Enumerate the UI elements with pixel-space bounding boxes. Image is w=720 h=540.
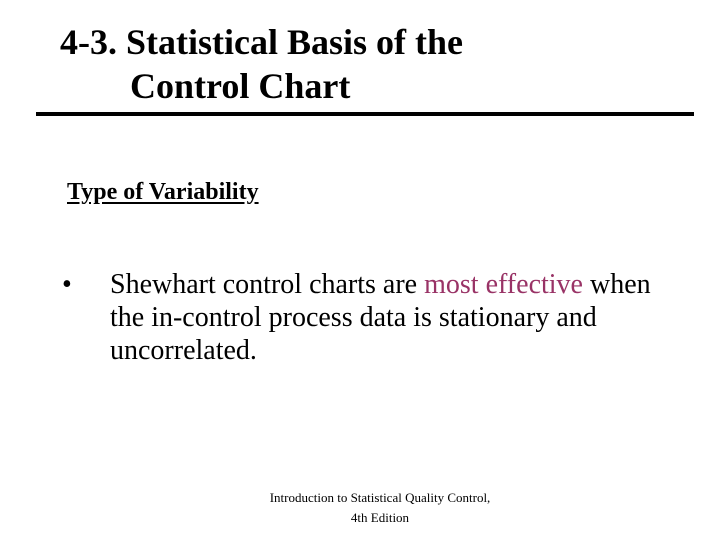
slide-title-line-2: Control Chart: [130, 66, 351, 106]
slide-footer: [220, 488, 540, 528]
section-heading: Type of Variability: [67, 179, 259, 205]
bullet-emphasis: most effective: [424, 269, 583, 300]
footer-line-2: 4th Edition: [350, 510, 410, 525]
slide-title-line-1: 4-3. Statistical Basis of the: [60, 22, 463, 62]
bullet-text: [110, 268, 690, 367]
bullet-icon: •: [62, 269, 72, 300]
footer-line-1: Introduction to Statistical Quality Control,: [269, 490, 491, 505]
bullet-text-end: when the in-control process data is stationary and uncorrelated.: [110, 269, 651, 366]
slide-title: [60, 20, 463, 108]
bullet-text-start: Shewhart control charts are: [110, 269, 425, 300]
title-divider: [36, 112, 694, 116]
